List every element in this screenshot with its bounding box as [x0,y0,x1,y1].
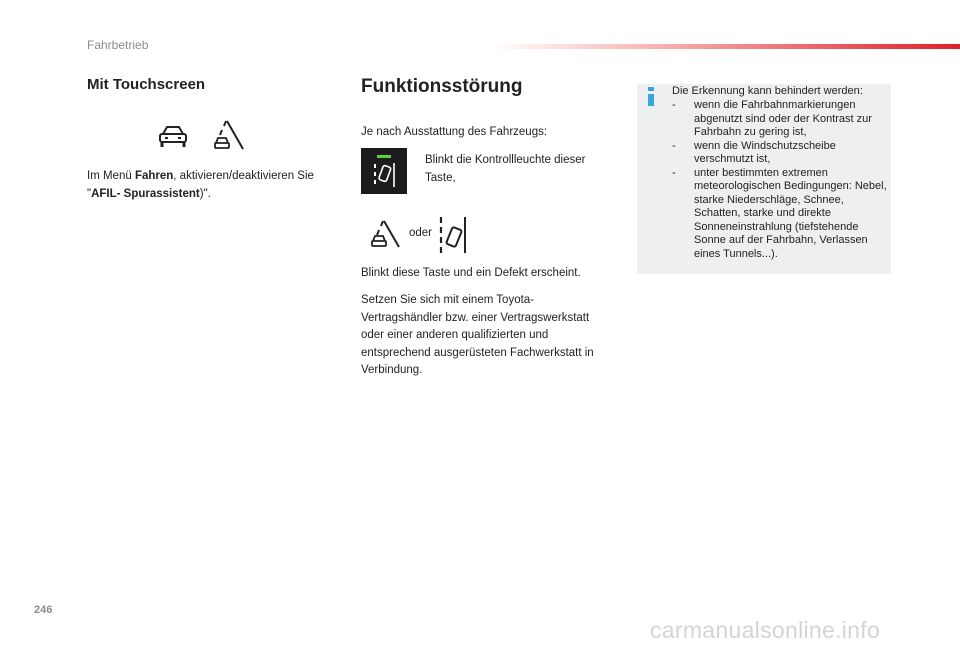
menu-instruction: Im Menü Fahren, aktivieren/deaktivieren Sie "AFIL- Spurassistent)". [87,170,314,200]
contact-dealer-text: Setzen Sie sich mit einem Toyota-Vertragshändler bzw. einer Vertragswerkstatt oder einer anderen qualifizierten und entsprechend ausgerüsteten Fachwerkstatt in Verbindung. [361,294,594,376]
menu-name: Fahren [134,170,174,182]
or-label: oder [409,227,433,239]
heading-malfunction: Funktionsstörung [361,76,523,97]
section-title: Fahrbetrieb [87,38,149,52]
function-name: AFIL- Spurassistent [91,188,200,200]
lane-assist-icon [370,220,402,248]
list-item: - wenn die Fahrbahnmarkierungen abgenutzt sind oder der Kontrast zur Fahrbahn zu gering ist, [672,99,872,138]
button-blinks-text: Blinkt diese Taste und ein Defekt erscheint. [361,267,581,279]
header-accent-bar [490,44,960,49]
car-front-icon [158,123,188,149]
info-intro: Die Erkennung kann behindert werden: [672,85,863,97]
info-box [637,84,891,274]
warning-lamp-text: Blinkt die Kontrollleuchte dieser Taste, [425,154,586,184]
lane-departure-icon [436,216,470,254]
list-item: - unter bestimmten extremen meteorologischen Bedingungen: Nebel, starke Niederschläge, Schnee, Schatten, starke und direkte Sonneneinstrahlung (tiefstehende Sonne auf der Fahrbahn, Verlassen eines Tunnels...). [672,166,887,260]
info-icon [646,87,656,105]
info-list [672,99,887,261]
lane-assist-icon [213,119,245,151]
warning-lamp [361,148,407,194]
list-item: - wenn die Windschutzscheibe verschmutzt ist, [672,139,836,165]
watermark: carmanualsonline.info [650,617,881,643]
lane-departure-warning-icon [361,148,407,194]
page-number: 246 [34,604,53,616]
heading-touchscreen: Mit Touchscreen [87,76,206,93]
equipment-intro: Je nach Ausstattung des Fahrzeugs: [361,126,548,138]
